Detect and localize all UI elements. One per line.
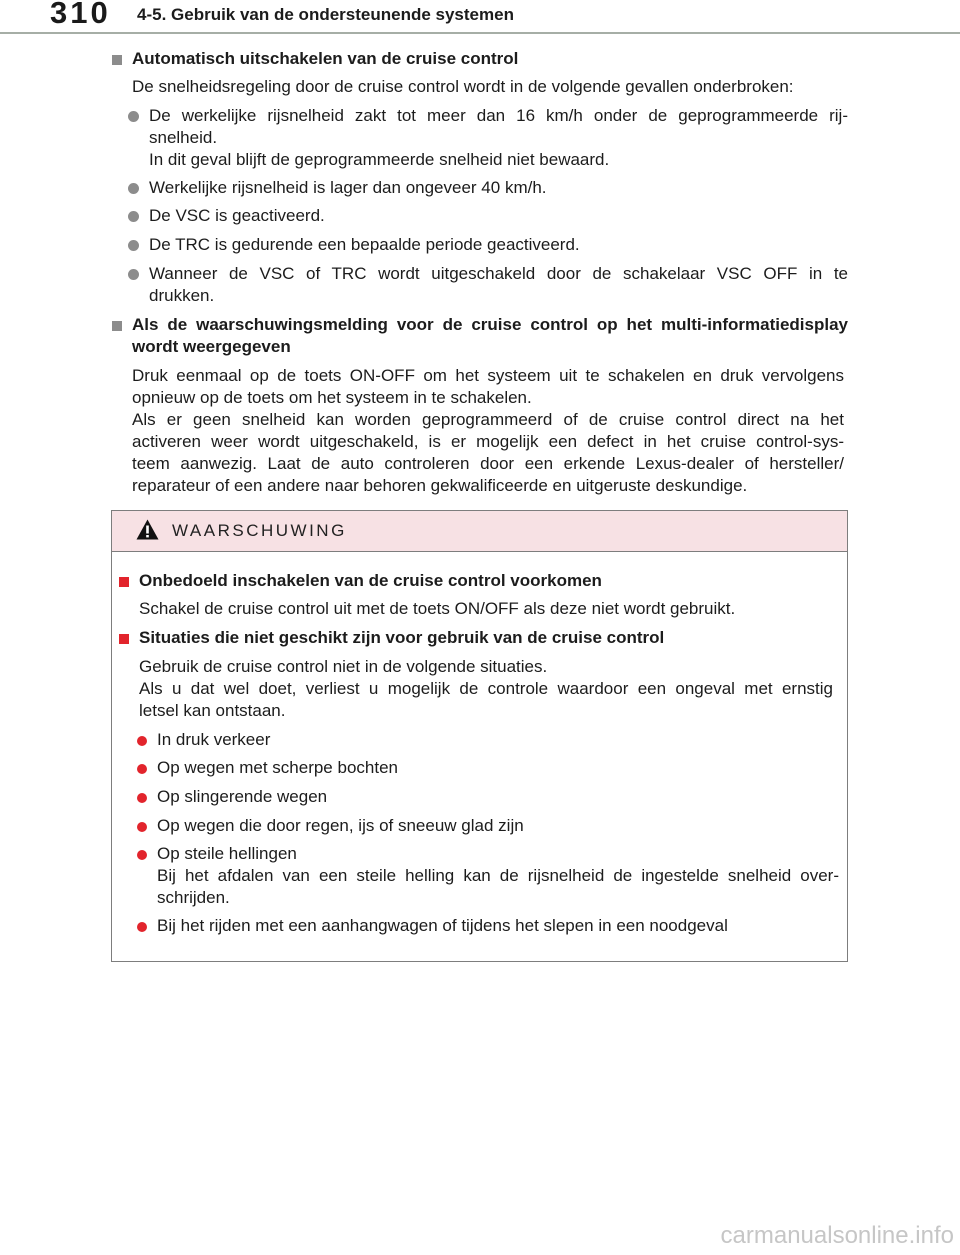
chapter-title: 4-5. Gebruik van de ondersteunende systemen: [137, 5, 514, 24]
warning-bullet-icon: [137, 850, 147, 860]
warning-bullet-icon: [137, 736, 147, 746]
warning-heading: WAARSCHUWING: [172, 521, 347, 540]
bullet-text: De TRC is gedurende een bepaalde periode geactiveerd.: [149, 235, 580, 254]
warning-bullet-icon: [137, 793, 147, 803]
warning-item-text: letsel kan ontstaan.: [139, 701, 286, 720]
section-body-line: Druk eenmaal op de toets ON-OFF om het systeem uit te schakelen en druk vervolgens: [132, 366, 844, 385]
section-intro: De snelheidsregeling door de cruise control wordt in de volgende gevallen onderbroken:: [132, 77, 794, 96]
warning-box: [111, 510, 848, 962]
section-body-line: teem aanwezig. Laat de auto controleren door een erkende Lexus-dealer of hersteller/: [132, 454, 844, 473]
warning-bullet-text: Op wegen die door regen, ijs of sneeuw glad zijn: [157, 816, 524, 835]
warning-bullet-text: schrijden.: [157, 888, 230, 907]
warning-header: [112, 511, 847, 552]
warning-bullet-text: Bij het afdalen van een steile helling kan de rijsnelheid de ingestelde snelheid over-: [157, 866, 839, 885]
warning-bullet-icon: [137, 922, 147, 932]
bullet-text: De werkelijke rijsnelheid zakt tot meer dan 16 km/h onder de geprogrammeerde rij-: [149, 106, 848, 125]
section-title: wordt weergegeven: [132, 337, 291, 356]
watermark: carmanualsonline.info: [720, 1222, 954, 1249]
bullet-text: snelheid.: [149, 128, 218, 147]
bullet-icon: [128, 211, 139, 222]
bullet-icon: [128, 183, 139, 194]
header-rule: [0, 32, 960, 34]
section-body-line: activeren weer wordt uitgeschakeld, is er mogelijk een defect in het cruise control-sys-: [132, 432, 844, 451]
warning-item-text: Als u dat wel doet, verliest u mogelijk de controle waardoor een ongeval met ernstig: [139, 679, 833, 698]
page-number: 310: [50, 0, 111, 30]
bullet-icon: [128, 269, 139, 280]
warning-item-title: Situaties die niet geschikt zijn voor gebruik van de cruise control: [139, 628, 665, 647]
warning-item-title: Onbedoeld inschakelen van de cruise control voorkomen: [139, 571, 602, 590]
section-marker-icon: [112, 55, 122, 65]
bullet-text: De VSC is geactiveerd.: [149, 206, 325, 225]
bullet-text: Wanneer de VSC of TRC wordt uitgeschakeld door de schakelaar VSC OFF in te: [149, 264, 848, 283]
section-marker-icon: [112, 321, 122, 331]
section-body-line: opnieuw op de toets om het systeem in te schakelen.: [132, 388, 532, 407]
warning-bullet-icon: [137, 764, 147, 774]
warning-item-text: Schakel de cruise control uit met de toets ON/OFF als deze niet wordt gebruikt.: [139, 599, 736, 618]
section-title: Als de waarschuwingsmelding voor de cruise control op het multi-informatiedisplay: [132, 315, 848, 334]
warning-item-text: Gebruik de cruise control niet in de volgende situaties.: [139, 657, 548, 676]
bullet-text: In dit geval blijft de geprogrammeerde snelheid niet bewaard.: [149, 150, 610, 169]
warning-bullet-text: Op wegen met scherpe bochten: [157, 758, 398, 777]
section-title: Automatisch uitschakelen van de cruise control: [132, 49, 519, 68]
warning-bullet-text: Op slingerende wegen: [157, 787, 328, 806]
bullet-text: Werkelijke rijsnelheid is lager dan ongeveer 40 km/h.: [149, 178, 547, 197]
warning-item-marker-icon: [119, 577, 129, 587]
warning-triangle-icon: [136, 519, 159, 540]
warning-item-marker-icon: [119, 634, 129, 644]
section-body-line: reparateur of een andere naar behoren gekwalificeerde en uitgeruste deskundige.: [132, 476, 748, 495]
bullet-icon: [128, 111, 139, 122]
bullet-text: drukken.: [149, 286, 215, 305]
warning-bullet-icon: [137, 822, 147, 832]
section-body-line: Als er geen snelheid kan worden geprogrammeerd of de cruise control direct na het: [132, 410, 844, 429]
warning-bullet-text: Op steile hellingen: [157, 844, 297, 863]
warning-bullet-text: In druk verkeer: [157, 730, 271, 749]
bullet-icon: [128, 240, 139, 251]
warning-bullet-text: Bij het rijden met een aanhangwagen of tijdens het slepen in een noodgeval: [157, 916, 728, 935]
